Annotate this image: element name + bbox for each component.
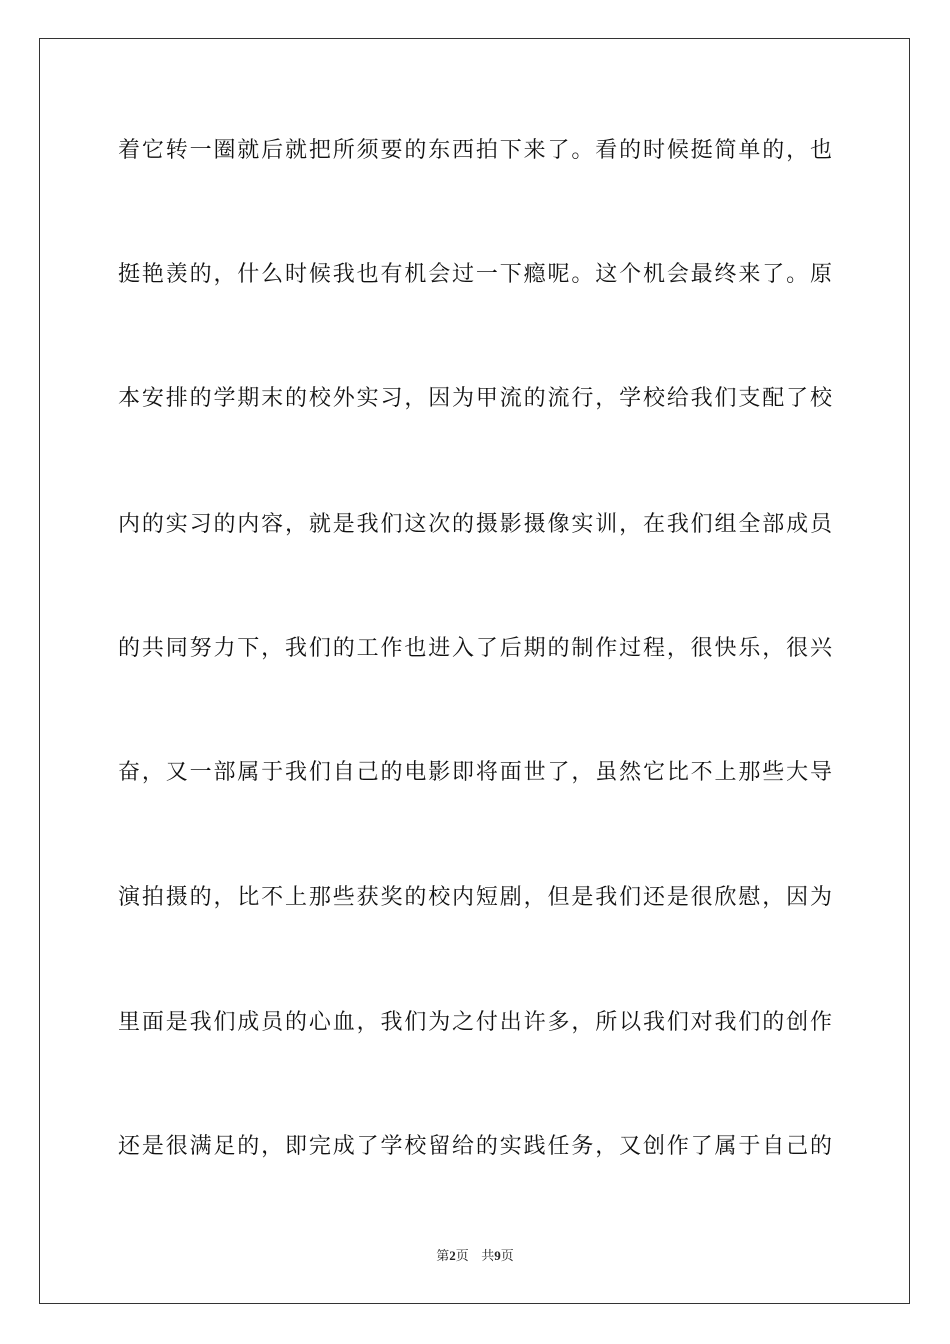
text-line: 演拍摄的，比不上那些获奖的校内短剧，但是我们还是很欣慰，因为 xyxy=(118,885,832,910)
page-border xyxy=(39,38,910,1304)
text-line: 还是很满足的，即完成了学校留给的实践任务，又创作了属于自己的 xyxy=(118,1134,832,1159)
page-footer xyxy=(0,1247,950,1266)
text-line: 奋，又一部属于我们自己的电影即将面世了，虽然它比不上那些大导 xyxy=(118,760,832,785)
page-number: 第2页 xyxy=(436,1248,469,1264)
text-line: 挺艳羡的，什么时候我也有机会过一下瘾呢。这个机会最终来了。原 xyxy=(118,262,832,287)
text-line: 本安排的学期末的校外实习，因为甲流的流行，学校给我们支配了校 xyxy=(118,386,832,411)
text-line: 里面是我们成员的心血，我们为之付出许多，所以我们对我们的创作 xyxy=(118,1010,832,1035)
page-total: 共9页 xyxy=(481,1248,514,1264)
text-line: 着它转一圈就后就把所须要的东西拍下来了。看的时候挺简单的，也 xyxy=(118,138,832,163)
text-line: 的共同努力下，我们的工作也进入了后期的制作过程，很快乐，很兴 xyxy=(118,636,832,661)
text-line: 内的实习的内容，就是我们这次的摄影摄像实训，在我们组全部成员 xyxy=(118,512,832,537)
